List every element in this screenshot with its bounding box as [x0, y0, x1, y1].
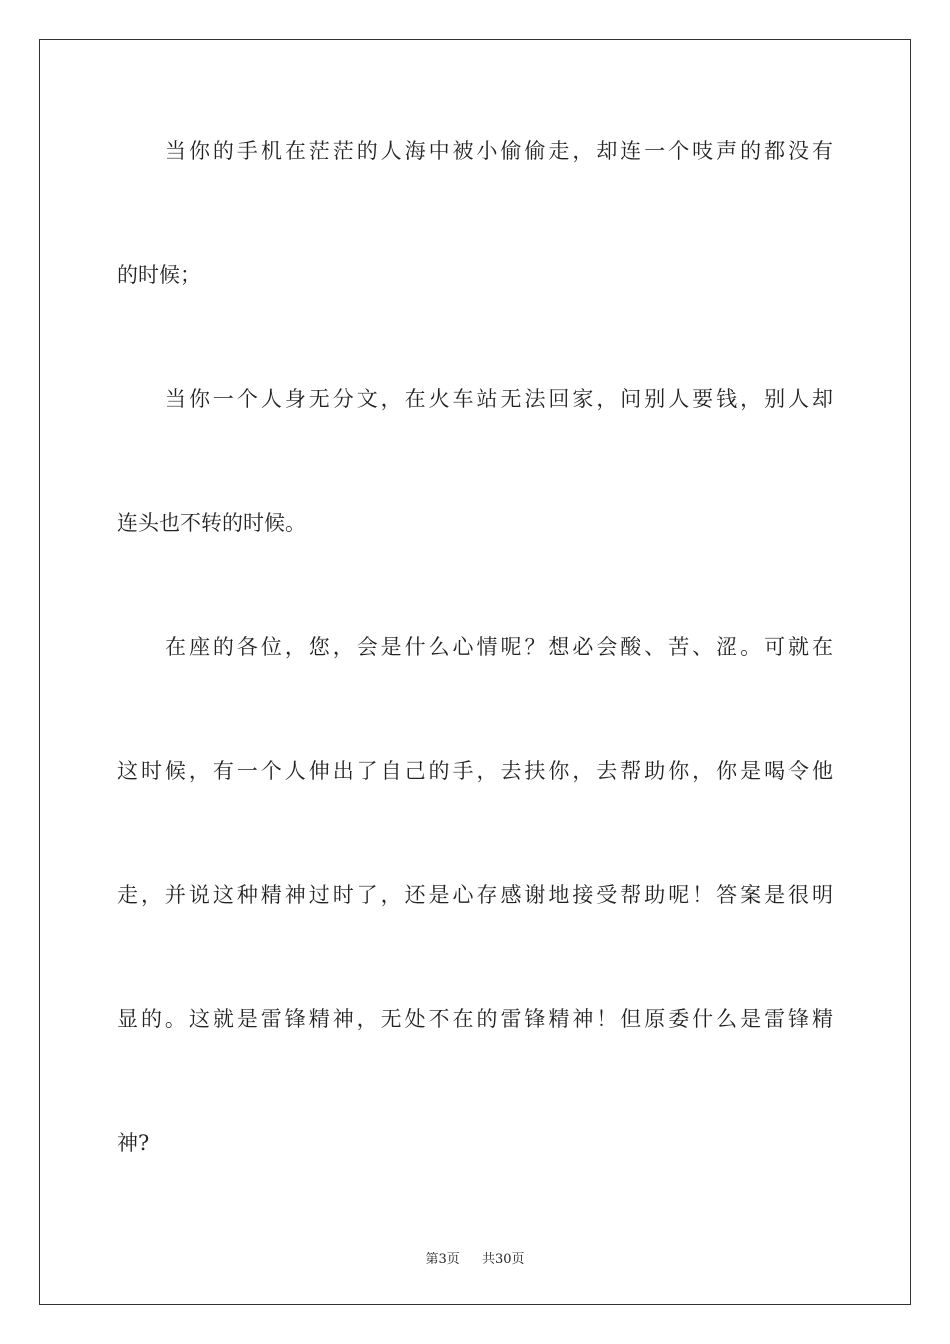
text-line-8: 显的。这就是雷锋精神，无处不在的雷锋精神！但原委什么是雷锋精: [117, 1007, 833, 1031]
current-page-label: 第3页: [425, 1252, 460, 1267]
text-line-3: 当你一个人身无分文，在火车站无法回家，问别人要钱，别人却: [165, 387, 833, 411]
text-line-7: 走，并说这种精神过时了，还是心存感谢地接受帮助呢！答案是很明: [117, 883, 833, 907]
total-pages-label: 共30页: [482, 1252, 525, 1267]
text-line-2: 的时候；: [117, 263, 201, 287]
text-line-9: 神?: [117, 1131, 150, 1155]
page-footer: [0, 1248, 950, 1267]
text-line-1: 当你的手机在茫茫的人海中被小偷偷走，却连一个吱声的都没有: [165, 139, 833, 163]
text-line-6: 这时候，有一个人伸出了自己的手，去扶你，去帮助你，你是喝令他: [117, 759, 833, 783]
page-border: [39, 39, 911, 1305]
text-line-5: 在座的各位，您，会是什么心情呢？想必会酸、苦、涩。可就在: [165, 635, 833, 659]
text-line-4: 连头也不转的时候。: [117, 511, 306, 535]
